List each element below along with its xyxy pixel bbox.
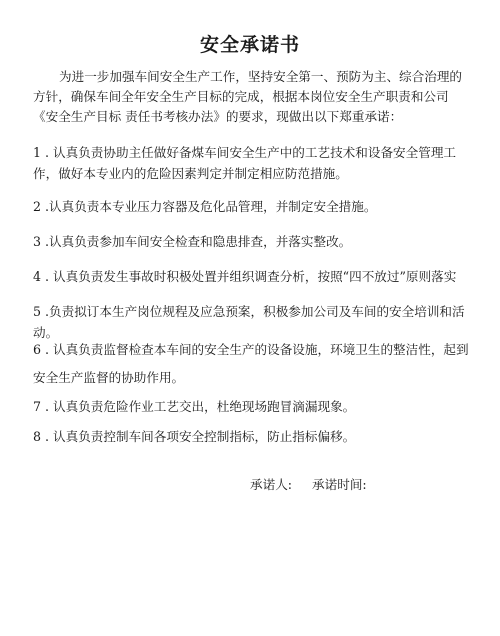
- list-item-7: 7 . 认真负责危险作业工艺交出，杜绝现场跑冒滴漏现象。: [33, 399, 356, 414]
- list-item-2: 2 .认真负责本专业压力容器及危化品管理，并制定安全措施。: [33, 199, 377, 214]
- intro-paragraph: 为进一步加强车间安全生产工作，坚持安全第一、预防为主、综合治理的方针，确保车间全年安全生产目标的完成，根据本岗位安全生产职责和公司《安全生产目标 责任书考核办法》的要求，现做出以下郑重承诺：: [33, 69, 462, 124]
- signature-line: [250, 474, 367, 493]
- list-item-4: 4 . 认真负责发生事故时积极处置并组织调查分析，按照“四不放过”原则落实: [33, 269, 457, 284]
- page-title: 安全承诺书: [199, 34, 300, 56]
- list-item-1: 1 . 认真负责协助主任做好备煤车间安全生产中的工艺技术和设备安全管理工作，做好本专业内的危险因素判定并制定相应防范措施。: [33, 145, 457, 181]
- list-item-6: 6 . 认真负责监督检查本车间的安全生产的设备设施，环境卫生的整洁性，起到安全生产监督的协助作用。: [33, 342, 469, 385]
- list-item-3: 3 .认真负责参加车间安全检查和隐患排查，并落实整改。: [33, 234, 352, 249]
- list-item-8: 8 . 认真负责控制车间各项安全控制指标，防止指标偏移。: [33, 429, 356, 444]
- promise-time-label: 承诺时间:: [312, 477, 367, 492]
- list-item-5: 5 .负责拟订本生产岗位规程及应急预案，积极参加公司及车间的安全培训和活动。: [33, 304, 465, 340]
- promisor-label: 承诺人:: [250, 477, 293, 492]
